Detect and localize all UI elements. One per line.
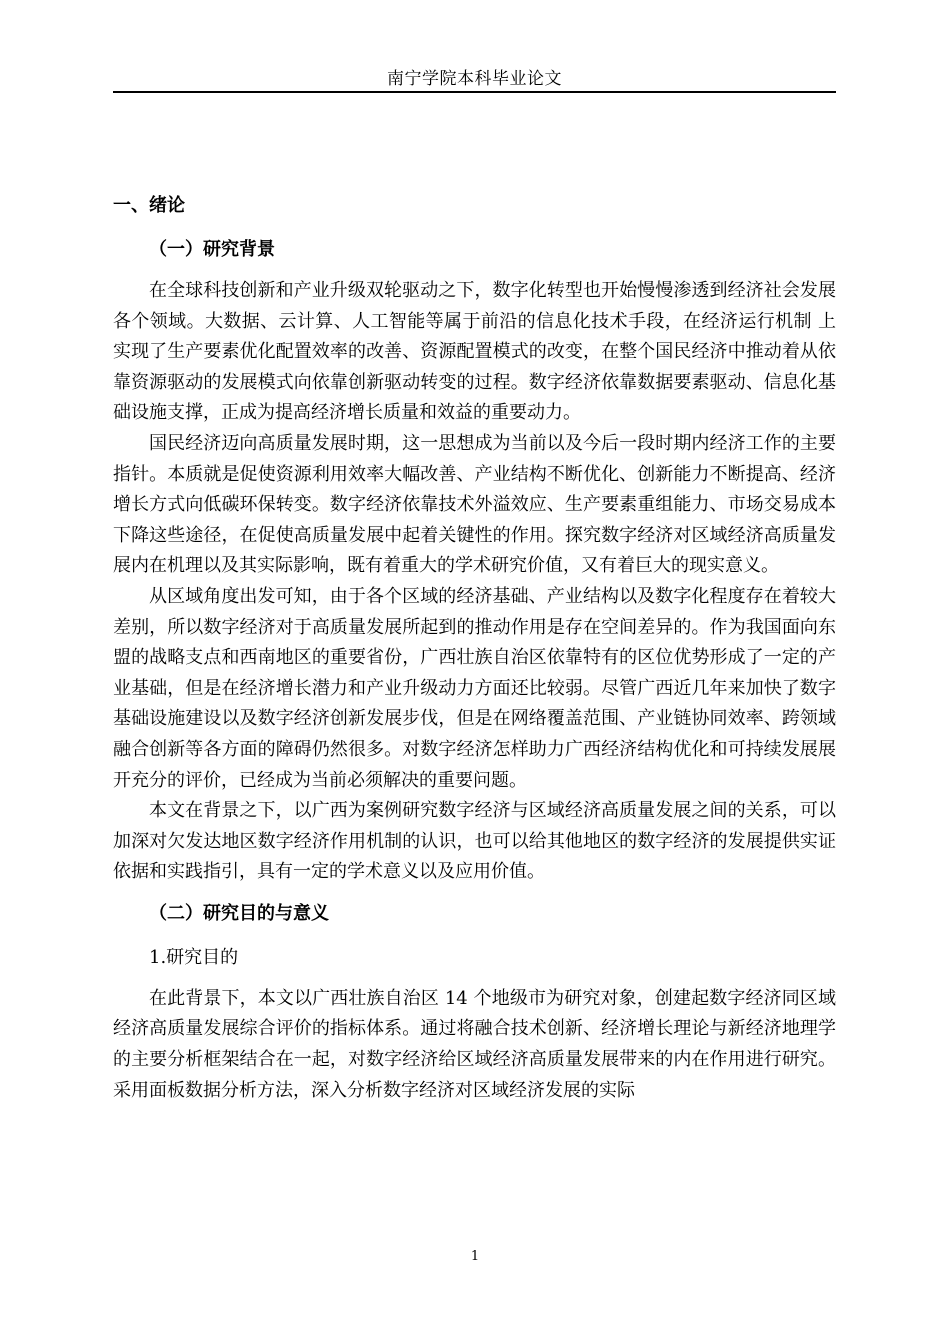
paragraph: 在全球科技创新和产业升级双轮驱动之下，数字化转型也开始慢慢渗透到经济社会发展各个领域。大数据、云计算、人工智能等属于前沿的信息化技术手段，在经济运行机制 上实现了生产要素优化配置效率的改善、资源配置模式的改变，在整个国民经济中推动着从依靠资源驱动的发展模式向依靠创新驱动转变的过程。数字经济依靠数据要素驱动、信息化基础设施支撑，正成为提高经济增长质量和效益的重要动力。 — [113, 280, 836, 424]
chapter-heading: 一、绪论 — [113, 195, 185, 216]
header-rule — [113, 91, 836, 93]
paragraph: 在此背景下，本文以广西壮族自治区 14 个地级市为研究对象，创建起数字经济同区域经济高质量发展综合评价的指标体系。通过将融合技术创新、经济增长理论与新经济地理学的主要分析框架结合在一起，对数字经济给区域经济高质量发展带来的内在作用进行研究。采用面板数据分析方法，深入分析数字经济对区域经济发展的实际 — [113, 987, 836, 1101]
page-header: 南宁学院本科毕业论文 — [387, 69, 562, 89]
section-heading-purpose: （二）研究目的与意义 — [149, 902, 329, 924]
section-heading-background: （一）研究背景 — [149, 239, 275, 260]
paragraph: 从区域角度出发可知，由于各个区域的经济基础、产业结构以及数字化程度存在着较大差别，所以数字经济对于高质量发展所起到的推动作用是存在空间差异的。作为我国面向东盟的战略支点和西南地区的重要省份，广西壮族自治区依靠特有的区位优势形成了一定的产业基础，但是在经济增长潜力和产业升级动力方面还比较弱。尽管广西近几年来加快了数字基础设施建设以及数字经济创新发展步伐，但是在网络覆盖范围、产业链协同效率、跨领域融合创新等各方面的障碍仍然很多。对数字经济怎样助力广西经济结构优化和可持续发展展开充分的评价，已经成为当前必须解决的重要问题。 — [113, 585, 836, 791]
subsection-heading-purpose: 1.研究目的 — [149, 946, 239, 968]
document-body — [113, 188, 836, 1106]
paragraph: 国民经济迈向高质量发展时期，这一思想成为当前以及今后一段时期内经济工作的主要指针。本质就是促使资源利用效率大幅改善、产业结构不断优化、创新能力不断提高、经济增长方式向低碳环保转变。数字经济依靠技术外溢效应、生产要素重组能力、市场交易成本下降这些途径，在促使高质量发展中起着关键性的作用。探究数字经济对区域经济高质量发展内在机理以及其实际影响，既有着重大的学术研究价值，又有着巨大的现实意义。 — [113, 432, 836, 577]
page-number: 1 — [470, 1249, 480, 1264]
paragraph: 本文在背景之下，以广西为案例研究数字经济与区域经济高质量发展之间的关系，可以加深对欠发达地区数字经济作用机制的认识，也可以给其他地区的数字经济的发展提供实证依据和实践指引，具有一定的学术意义以及应用价值。 — [113, 800, 836, 883]
